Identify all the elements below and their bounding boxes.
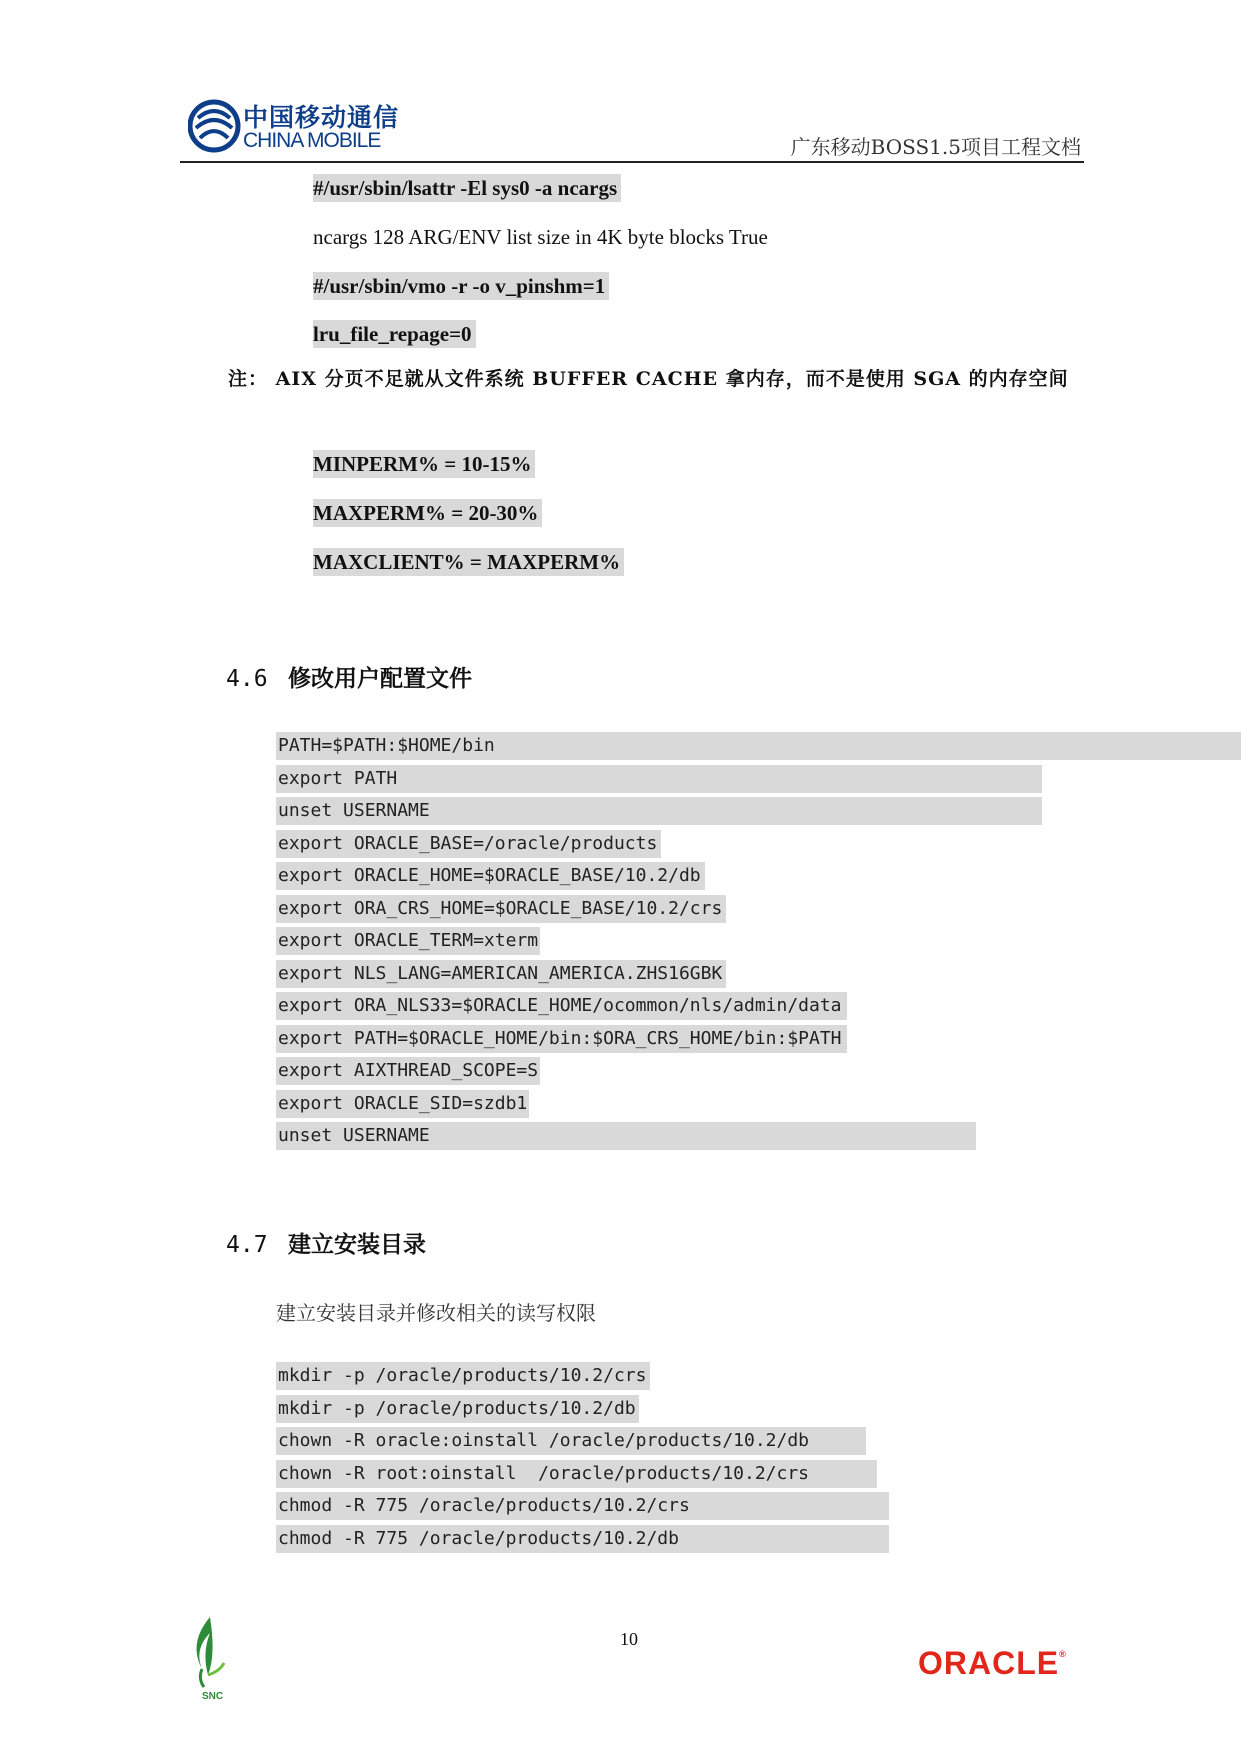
code-line: export AIXTHREAD_SCOPE=S (276, 1057, 540, 1085)
code-line: unset USERNAME (276, 1122, 976, 1150)
section-heading-4-7 (226, 1226, 426, 1259)
document-title: 广东移动BOSS1.5项目工程文档 (790, 135, 1081, 159)
command-lru: lru_file_repage=0 (313, 320, 476, 348)
code-line: chown -R root:oinstall /oracle/products/10.2/crs (276, 1460, 877, 1488)
code-line: export NLS_LANG=AMERICAN_AMERICA.ZHS16GBK (276, 960, 726, 988)
note-text: 注： AIX 分页不足就从文件系统 BUFFER CACHE 拿内存，而不是使用 SGA 的内存空间 (228, 368, 1069, 390)
command-lsattr: #/usr/sbin/lsattr -El sys0 -a ncargs (313, 174, 621, 202)
param-minperm: MINPERM% = 10-15% (313, 450, 535, 478)
code-line: export PATH (276, 765, 1042, 793)
param-maxclient: MAXCLIENT% = MAXPERM% (313, 548, 624, 576)
logo-text-en: CHINA MOBILE (243, 129, 381, 152)
code-line: export ORACLE_BASE=/oracle/products (276, 830, 661, 858)
section-title: 修改用户配置文件 (288, 666, 472, 692)
section-heading-4-6 (226, 660, 472, 693)
section-number: 4.6 (226, 666, 268, 692)
command-vmo: #/usr/sbin/vmo -r -o v_pinshm=1 (313, 272, 609, 300)
code-line: export ORACLE_TERM=xterm (276, 927, 540, 955)
china-mobile-logo-icon (188, 94, 244, 156)
page-number: 10 (620, 1629, 638, 1649)
command-output: ncargs 128 ARG/ENV list size in 4K byte blocks True (313, 225, 768, 249)
code-line: chmod -R 775 /oracle/products/10.2/db (276, 1525, 889, 1553)
logo-text-cn: 中国移动通信 (243, 103, 400, 132)
code-line: mkdir -p /oracle/products/10.2/crs (276, 1362, 650, 1390)
oracle-logo: ORACLE® (918, 1645, 1067, 1681)
snc-leaf-icon (180, 1613, 240, 1701)
code-line: export ORA_CRS_HOME=$ORACLE_BASE/10.2/crs (276, 895, 726, 923)
snc-logo (180, 1613, 240, 1701)
code-line: export ORA_NLS33=$ORACLE_HOME/ocommon/nls/admin/data (276, 992, 847, 1020)
code-line: mkdir -p /oracle/products/10.2/db (276, 1395, 639, 1423)
param-maxperm: MAXPERM% = 20-30% (313, 499, 542, 527)
code-line: chown -R oracle:oinstall /oracle/products/10.2/db (276, 1427, 866, 1455)
code-line: PATH=$PATH:$HOME/bin (276, 732, 1241, 760)
code-line: export ORACLE_HOME=$ORACLE_BASE/10.2/db (276, 862, 705, 890)
code-line: unset USERNAME (276, 797, 1042, 825)
section-title: 建立安装目录 (288, 1232, 426, 1258)
code-line: export PATH=$ORACLE_HOME/bin:$ORA_CRS_HOME/bin:$PATH (276, 1025, 847, 1053)
snc-logo-text: SNC (202, 1691, 224, 1701)
oracle-logo-text: ORACLE (918, 1645, 1060, 1681)
code-line: export ORACLE_SID=szdb1 (276, 1090, 529, 1118)
section-paragraph: 建立安装目录并修改相关的读写权限 (276, 1301, 596, 1325)
section-number: 4.7 (226, 1232, 268, 1258)
header-divider (180, 161, 1084, 163)
code-line: chmod -R 775 /oracle/products/10.2/crs (276, 1492, 889, 1520)
